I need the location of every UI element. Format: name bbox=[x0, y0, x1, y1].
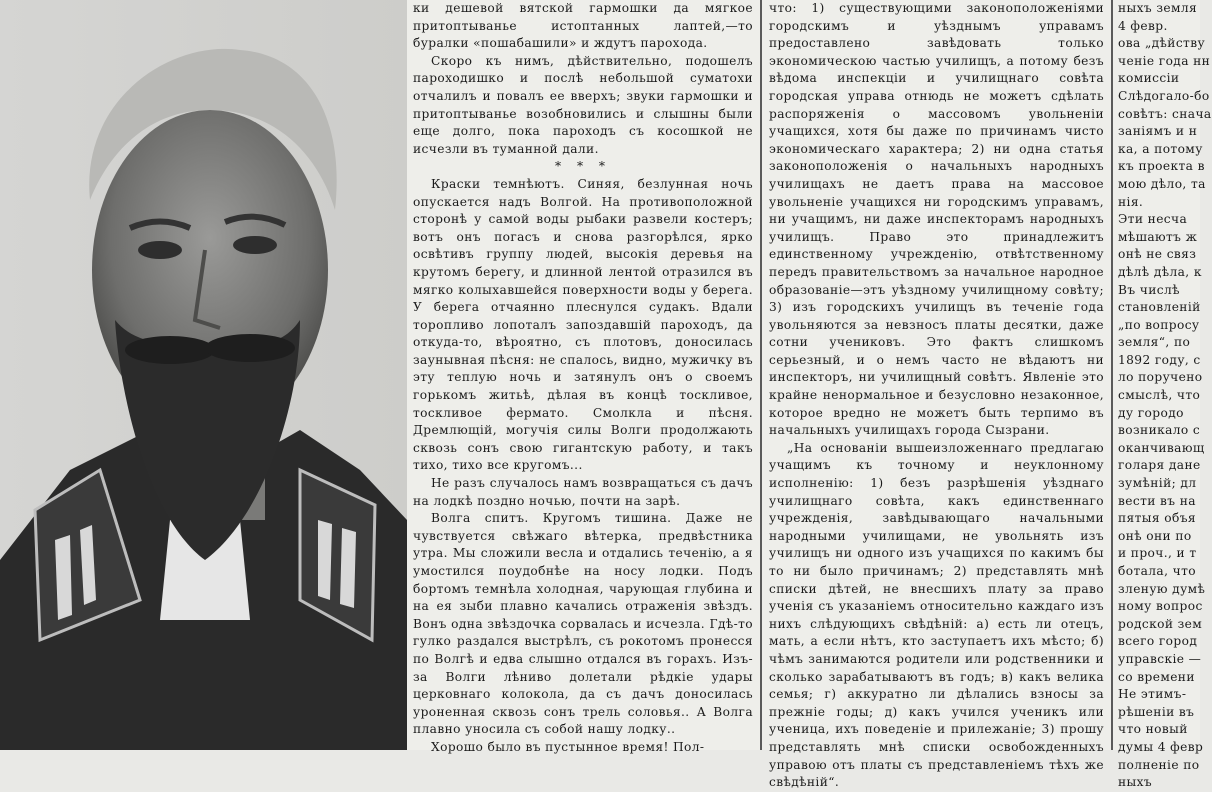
column1-paragraph: Волга спитъ. Кругомъ тишина. Даже не чувствуется свѣжаго вѣтерка, предвѣстника утра. Мы сложили весла и отдались теченію, а я умостился поудобнѣе на носу лодки. Подъ бортомъ темнѣла холодная, чарующая глубина и на ея зыби плавно качались отраженія звѣздъ. Вонъ одна звѣздочка сорвалась и исчезла. Гдѣ-то гулко раздался выстрѣлъ, съ рокотомъ пронесся по Волгѣ и едва слышно отдался въ горахъ. Изъ-за Волги лѣниво долетали рѣдкіе удары церковнаго колокола, да съ дачъ доносилась уроненная сквозь сонъ трель соловья.. А Волга плавно уносила съ собой нашу лодку.. bbox=[413, 511, 753, 737]
portrait-illustration bbox=[0, 0, 407, 750]
column3-line: пятыя объя bbox=[1118, 511, 1196, 526]
column3-line: управскіе — bbox=[1118, 651, 1202, 666]
column3-line: мѣшаютъ ж bbox=[1118, 229, 1198, 244]
column3-line: онѣ они по bbox=[1118, 528, 1192, 543]
column1-paragraph: Хорошо было въ пустынное время! Пол- bbox=[431, 739, 705, 754]
column3-line: зумѣній; дл bbox=[1118, 476, 1197, 491]
column3-line: заніямъ и н bbox=[1118, 124, 1198, 139]
column3-line: что новый bbox=[1118, 722, 1188, 737]
column3-line: 1892 году, с bbox=[1118, 352, 1201, 367]
column3-line: Слѣдогало-бо bbox=[1118, 88, 1210, 103]
column3-line: онѣ не связ bbox=[1118, 247, 1197, 262]
column3-line: совѣтъ: снача bbox=[1118, 106, 1212, 121]
column3-line: думы 4 февр bbox=[1118, 739, 1204, 754]
column3-line: земля“, по bbox=[1118, 335, 1191, 350]
column3-line: ному вопрос bbox=[1118, 599, 1203, 614]
column-divider bbox=[760, 0, 762, 750]
section-separator: * * * bbox=[554, 159, 612, 174]
column3-line: къ проекта в bbox=[1118, 159, 1205, 174]
column3-line: ова „дѣйству bbox=[1118, 36, 1206, 51]
newspaper-column-3 bbox=[1118, 0, 1212, 790]
column3-line: зленую думѣ bbox=[1118, 581, 1206, 596]
column3-line: ло поручено bbox=[1118, 370, 1203, 385]
column3-line: становленій bbox=[1118, 300, 1201, 315]
column3-line: ченіе года нн bbox=[1118, 53, 1211, 68]
column3-line: голаря дане bbox=[1118, 458, 1201, 473]
newspaper-page bbox=[407, 0, 1212, 790]
column3-line: „по вопросу bbox=[1118, 317, 1200, 332]
column3-line: возникало с bbox=[1118, 423, 1201, 438]
column3-line: Въ числѣ bbox=[1118, 282, 1180, 297]
column1-paragraph: Не разъ случалось намъ возвращаться съ дачъ на лодкѣ поздно ночью, почти на зарѣ. bbox=[413, 476, 753, 508]
column3-line: ду городо bbox=[1118, 405, 1184, 420]
column3-line: ка, а потому bbox=[1118, 141, 1203, 156]
column2-paragraph: „На основаніи вышеизложеннаго предлагаю учащимъ къ точному и неуклонному исполненію: 1) безъ разрѣшенія уѣзднаго училищнаго совѣта, какъ единственнаго учрежденія, завѣдывающаго начальными народными училищами, не увольнять изъ училищъ ни одного изъ учащихся по какимъ бы то ни было причинамъ; 2) представлять мнѣ списки дѣтей, не внесшихъ плату за право ученія съ указаніемъ относительно каждаго изъ нихъ слѣдующихъ свѣдѣній: а) есть ли отецъ, мать, а если нѣтъ, кто заступаетъ ихъ мѣсто; б) чѣмъ занимаются родители или родственники и сколько зарабатываютъ въ годъ; в) какъ велика семья; г) аккуратно ли дѣлались взносы за прежніе годы; д) какъ учился ученикъ или ученица, ихъ поведеніе и прилежаніе; 3) прошу представлять мнѣ списки освобожденныхъ управою отъ платы съ представленіемъ тѣхъ же свѣдѣній“. bbox=[769, 440, 1104, 790]
column1-paragraph: Краски темнѣютъ. Синяя, безлунная ночь опускается надъ Волгой. На противоположной сторонѣ у самой воды рыбаки развели костеръ; вотъ онъ погасъ и снова разгорѣлся, ярко освѣтивъ группу людей, высокія деревья на крутомъ берегу, и длинной лентой отразился въ мягко колыхавшейся поверхности воды у берега. У берега отчаянно плеснулся судакъ. Вдали торопливо лопоталъ запоздавшій пароходъ, да откуда-то, вѣроятно, съ плотовъ, доносилась заунывная пѣсня: не спалось, видно, мужичку въ эту теплую ночь и затянулъ онъ о своемъ горькомъ житьѣ, дѣлая въ концѣ тоскливое, тоскливое фермато. Смолкла и пѣсня. Дремлющій, могучія силы Волги продолжають сквозь сонъ свою гигантскую работу, и такъ тихо, тихо все кругомъ... bbox=[413, 176, 753, 473]
column3-line: дѣлѣ дѣла, к bbox=[1118, 264, 1202, 279]
portrait-photo bbox=[0, 0, 407, 750]
column3-line: всего город bbox=[1118, 634, 1198, 649]
column3-line: ныхъ bbox=[1118, 775, 1153, 790]
column3-line: Не этимъ- bbox=[1118, 687, 1187, 702]
column3-line: оканчивающ bbox=[1118, 440, 1205, 455]
column3-line: полненіе по bbox=[1118, 757, 1200, 772]
column3-line: Эти несча bbox=[1118, 212, 1188, 227]
column3-line: ботала, что bbox=[1118, 564, 1196, 578]
column3-line: ныхъ земля bbox=[1118, 1, 1198, 15]
column3-line: нія. bbox=[1118, 194, 1144, 209]
column3-line: вести въ на bbox=[1118, 493, 1196, 508]
column3-line: 4 февр. bbox=[1118, 18, 1168, 33]
column1-paragraph: Скоро къ нимъ, дѣйствительно, подошелъ пароходишко и послѣ небольшой суматохи отчалилъ и повалъ ее вверхъ; звуки гармошки и притоптыванье возобновились и слышны были еще долго, пока пароходъ съ косошкой не исчезли въ туманной дали. bbox=[413, 53, 753, 156]
column3-line: мою дѣло, та bbox=[1118, 176, 1206, 191]
newspaper-column-2 bbox=[769, 0, 1104, 790]
column1-paragraph: ки дешевой вятской гармошки да мягкое притоптыванье истоптанных лаптей,—то буралки «пошабашили» и ждутъ парохода. bbox=[413, 1, 753, 51]
column3-line: родской зем bbox=[1118, 616, 1203, 631]
column3-line: комиссіи bbox=[1118, 71, 1180, 86]
column2-paragraph: что: 1) существующими законоположеніями городскимъ и уѣзднымъ управамъ предоставлено завѣдовать только экономическою частью училищъ, а потому безъ вѣдома инспекціи и училищнаго совѣта городская управа отнюдь не можетъ сдѣлать распоряженія о массовомъ увольненіи учащихся, хотя бы даже по причинамъ чисто экономическаго характера; 2) ни одна статья законоположенія о начальныхъ народныхъ училищахъ не даетъ права на массовое увольненіе учащихся ни городскимъ управамъ, ни учащимъ, ни даже инспекторамъ народныхъ училищъ. Право это принадлежитъ единственному учрежденію, отвѣтственному передъ правительствомъ за начальное народное образованіе—этъ уѣздному училищному совѣту; 3) изъ городскихъ училищъ въ теченіе года увольняются за невзносъ платы десятки, даже сотни учениковъ. Это фактъ слишкомъ серьезный, и о немъ часто не вѣдаютъ ни инспекторъ, ни училищный совѣтъ. Явленіе это крайне ненормальное и безусловно незаконное, которое вредно не можетъ быть терпимо въ начальныхъ училищахъ города Сызрани. bbox=[769, 1, 1104, 438]
column3-line: со времени bbox=[1118, 669, 1195, 684]
column-divider bbox=[1111, 0, 1113, 750]
newspaper-column-1 bbox=[413, 0, 753, 754]
column3-line: рѣшеніи въ bbox=[1118, 704, 1195, 719]
column3-line: и проч., и т bbox=[1118, 546, 1197, 561]
column3-line: смыслѣ, что bbox=[1118, 388, 1201, 403]
